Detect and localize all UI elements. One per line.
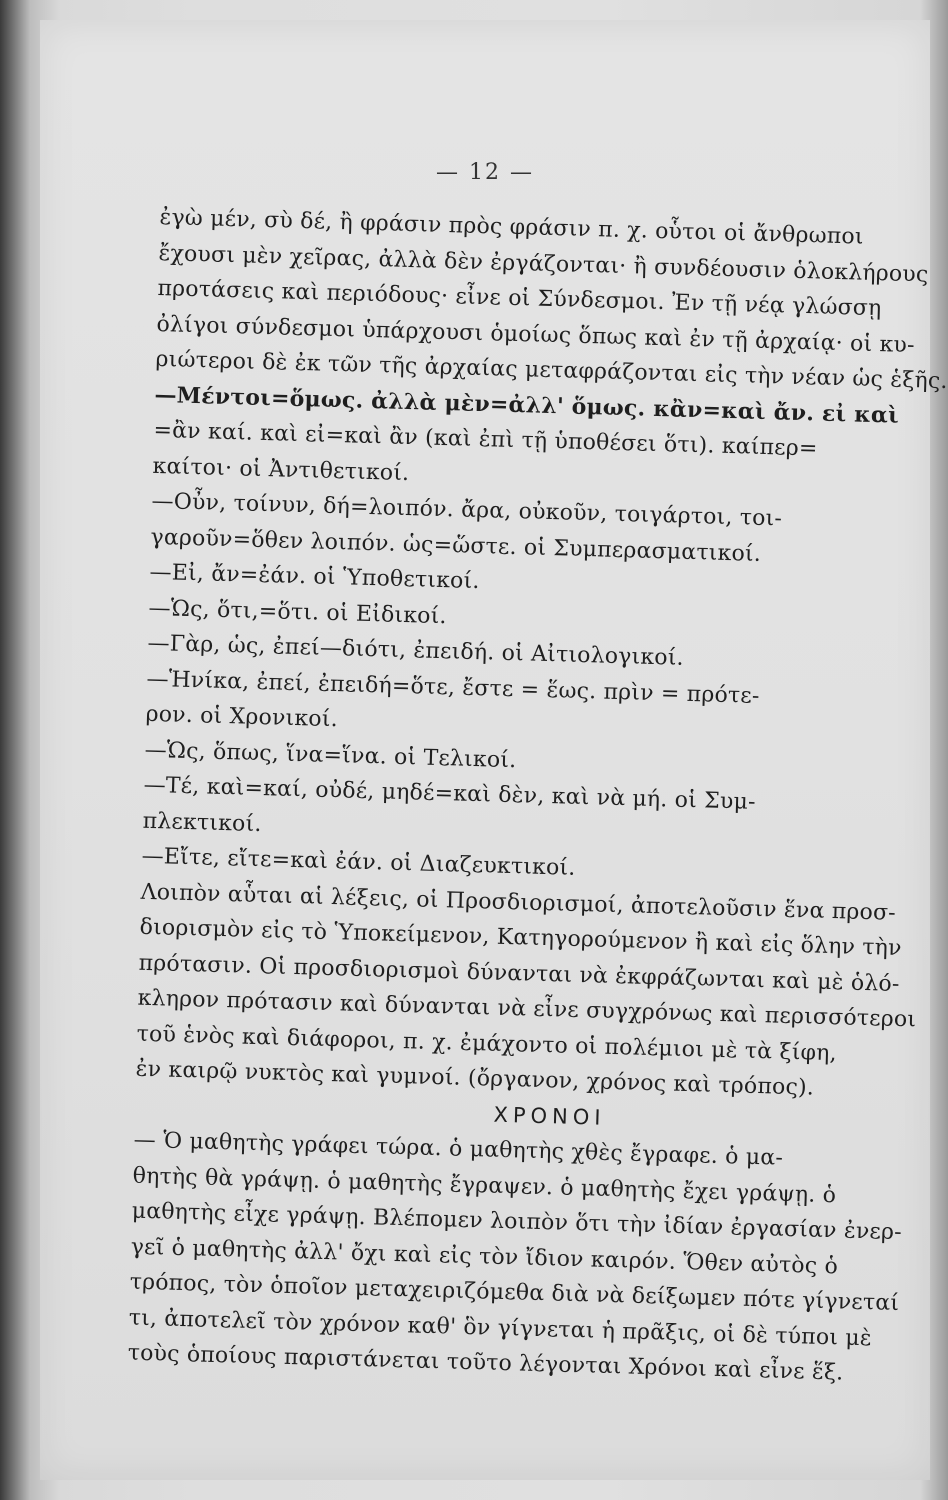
book-page [40,20,948,1480]
text-line: ὀλίγοι σύνδεσμοι ὑπάρχουσι ὁμοίως ὅπως καὶ ἐν τῇ ἀρχαίᾳ· οἱ κυ- [156,311,916,358]
text-line: πλεκτικοί. [142,808,262,837]
text-line: γεῖ ὁ μαθητὴς ἀλλ' ὄχι καὶ εἰς τὸν ἴδιον καιρόν. Ὅθεν αὐτὸς ὁ [130,1234,839,1279]
text-line: τρόπος, τὸν ὁποῖον μεταχειριζόμεθα διὰ νὰ δείξωμεν πότε γίγνεταί [129,1269,900,1317]
section-heading: ΧΡΟΝΟΙ [493,1102,606,1130]
text-line: —Εἴτε, εἴτε=καὶ ἐάν. οἱ Διαζευκτικοί. [141,843,576,881]
text-line: πρότασιν. Οἱ προσδιορισμοὶ δύνανται νὰ ἐκφράζωνται καὶ μὲ ὁλό- [138,950,900,997]
text-line: =ἂν καί. καὶ εἰ=καὶ ἂν (καὶ ἐπὶ τῇ ὑποθέσει ὅτι). καίπερ= [153,417,818,462]
text-line: —Μέντοι=ὅμως. ἀλλὰ μὲν=ἀλλ' ὅμως. κἂν=καὶ ἄν. εἰ καὶ [154,381,900,429]
text-line: —Εἰ, ἄν=ἐάν. οἱ Ὑποθετικοί. [149,559,480,595]
text-line: διορισμὸν εἰς τὸ Ὑποκείμενον, Κατηγορούμενον ἢ καὶ εἰς ὅλην τὴν [139,914,903,961]
text-line: καίτοι· οἱ Ἀντιθετικοί. [152,453,410,486]
text-line: Λοιπὸν αὗται αἱ λέξεις, οἱ Προσδιορισμοί, ἀποτελοῦσιν ἕνα προσ- [140,879,897,926]
text-line: —Ὡς, ὅτι,=ὅτι. οἱ Εἰδικοί. [148,595,448,629]
text-line: — Ὁ μαθητὴς γράφει τώρα. ὁ μαθητὴς χθὲς ἔγραφε. ὁ μα- [133,1127,784,1171]
text-line: τι, ἀποτελεῖ τὸν χρόνον καθ' ὃν γίγνεται ἡ πρᾶξις, οἱ δὲ τύποι μὲ [128,1305,873,1351]
text-line: —Οὖν, τοίνυν, δή=λοιπόν. ἄρα, οὐκοῦν, τοιγάρτοι, τοι- [151,488,783,532]
text-line: ρον. οἱ Χρονικοί. [145,701,339,733]
text-line: ριώτεροι δὲ ἐκ τῶν τῆς ἀρχαίας μεταφράζονται εἰς τὴν νέαν ὡς ἑξῆς. [155,346,948,395]
text-line: ἔχουσι μὲν χεῖρας, ἀλλὰ δὲν ἐργάζονται· ἢ συνδέουσιν ὁλοκλήρους [158,240,929,287]
text-line: θητὴς θὰ γράψῃ. ὁ μαθητὴς ἔγραψεν. ὁ μαθητὴς ἔχει γράψῃ. ὁ [132,1163,837,1208]
text-line: κληρον πρότασιν καὶ δύνανται νὰ εἶνε συγχρόνως καὶ περισσότεροι [137,985,917,1033]
text-line: —Γὰρ, ὡς, ἐπεί—διότι, ἐπειδή. οἱ Αἰτιολογικοί. [147,630,685,671]
page-number: — 12 — [436,160,534,185]
text-line: —Ὡς, ὅπως, ἵνα=ἵνα. οἱ Τελικοί. [144,737,517,773]
text-line: προτάσεις καὶ περιόδους· εἶνε οἱ Σύνδεσμοι. Ἐν τῇ νέᾳ γλώσσῃ [157,275,882,322]
text-line: γαροῦν=ὅθεν λοιπόν. ὡς=ὥστε. οἱ Συμπερασματικοί. [150,524,762,567]
text-line: τοῦ ἑνὸς καὶ διάφοροι, π. χ. ἐμάχοντο οἱ πολέμιοι μὲ τὰ ξίφη, [136,1021,838,1066]
text-line: —Τέ, καὶ=καί, οὐδέ, μηδέ=καὶ δὲν, καὶ νὰ μή. οἱ Συμ- [143,772,756,815]
text-line: ἐγὼ μέν, σὺ δέ, ἢ φράσιν πρὸς φράσιν π. χ. οὗτοι οἱ ἄνθρωποι [159,204,865,250]
text-line: τοὺς ὁποίους παριστάνεται τοῦτο λέγονται Χρόνοι καὶ εἶνε ἕξ. [127,1340,844,1386]
text-line: μαθητὴς εἶχε γράψῃ. Βλέπομεν λοιπὸν ὅτι τὴν ἰδίαν ἐργασίαν ἐνερ- [131,1198,903,1246]
text-line: —Ἡνίκα, ἐπεί, ἐπειδή=ὅτε, ἔστε = ἕως. πρὶν = πρότε- [146,666,760,709]
body-text [127,200,948,1393]
text-line: ἐν καιρῷ νυκτὸς καὶ γυμνοί. (ὄργανον, χρόνος καὶ τρόπος). [135,1056,815,1101]
